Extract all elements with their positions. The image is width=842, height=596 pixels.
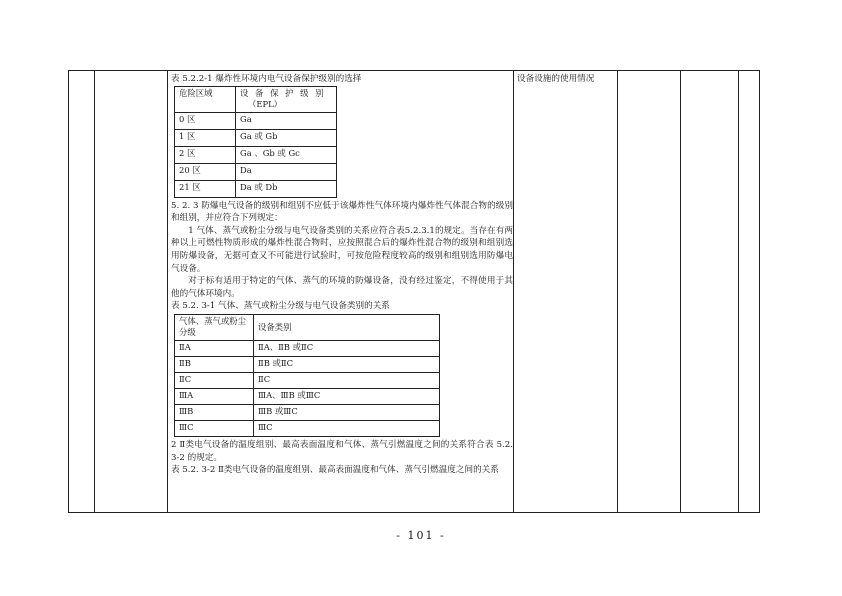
column-divider-4 [617,70,618,513]
header-hazard-zone: 危险区域 [175,86,236,112]
epl-cell: Ga 或 Gb [236,129,337,146]
zone-cell: 1 区 [175,129,236,146]
gas-group-category-table [174,314,440,437]
group-cell: ⅢA [175,388,254,404]
table-row [175,356,440,372]
column-divider-2 [167,70,168,513]
group-cell: ⅡC [175,372,254,388]
epl-selection-table [174,86,337,198]
category-cell: ⅢA、ⅢB 或ⅢC [254,388,440,404]
category-cell: ⅢC [254,420,440,436]
main-content-cell [171,73,513,477]
column-divider-6 [738,70,739,513]
table2-caption: 表 5.2. 3-1 气体、蒸气或粉尘分级与电气设备类别的关系 [171,301,390,312]
table-row [175,112,337,129]
table-row [175,404,440,420]
table-row [175,129,337,146]
header-epl [236,86,337,112]
page-number: - 101 - [396,529,446,542]
group-cell: ⅡA [175,340,254,356]
column-divider-5 [680,70,681,513]
section-5-2-3-heading: 5. 2. 3 防爆电气设备的级别和组别不应低于该爆炸性气体环境内爆炸性气体混合物的级别和组别，并应符合下列规定： [171,200,513,224]
epl-cell: Da [236,163,337,180]
group-cell: ⅢB [175,404,254,420]
header-equipment-category: 设备类别 [254,314,440,340]
usage-status-cell: 设备设施的使用情况 [517,74,595,84]
table1-caption: 表 5.2.2-1 爆炸性环境内电气设备保护级别的选择 [171,74,362,84]
group-cell: ⅡB [175,356,254,372]
epl-cell: Da 或 Db [236,180,337,197]
table-row [175,340,440,356]
item2-text: 2 Ⅱ类电气设备的温度组别、最高表面温度和气体、蒸气引燃温度之间的关系符合表 5.2. 3-2 的规定。 [171,439,513,463]
table-row [175,372,440,388]
epl-cell: Ga [236,112,337,129]
zone-cell: 20 区 [175,163,236,180]
table-header-row [175,86,337,112]
header-gas-group: 气体、蒸气或粉尘分级 [175,314,254,340]
table-row [175,388,440,404]
epl-cell: Ga 、Gb 或 Gc [236,146,337,163]
table-row [175,163,337,180]
category-cell: ⅡA、ⅡB 或ⅡC [254,340,440,356]
table-row [175,420,440,436]
category-cell: ⅡB 或ⅡC [254,356,440,372]
header-epl-line2: （EPL） [248,99,283,110]
section-5-2-3-para2: 对于标有适用于特定的气体、蒸气的环境的防爆设备，没有经过鉴定，不得使用于其他的气体环境内。 [171,276,513,299]
column-divider-1 [94,70,95,513]
zone-cell: 21 区 [175,180,236,197]
category-cell: ⅢB 或ⅢC [254,404,440,420]
group-cell: ⅢC [175,420,254,436]
table-row [175,146,337,163]
column-divider-3 [513,70,514,513]
section-5-2-3-item1: 1 气体、蒸气或粉尘分级与电气设备类别的关系应符合表5.2.3.1的规定。当存在有两种以上可燃性物质形成的爆炸性混合物时，应按照混合后的爆炸性混合物的级别和组别选用防爆设备，无据可查又不可能进行试验时，可按危险程度较高的级别和组别选用防爆电气设备。 [171,225,513,274]
table-row [175,180,337,197]
zone-cell: 0 区 [175,112,236,129]
table-header-row [175,314,440,340]
category-cell: ⅡC [254,372,440,388]
table3-caption: 表 5.2. 3-2 Ⅱ类电气设备的温度组别、最高表面温度和气体、蒸气引燃温度之间的关系 [171,465,499,476]
zone-cell: 2 区 [175,146,236,163]
header-epl-line1: 设 备 保 护 级 别 [240,87,326,98]
